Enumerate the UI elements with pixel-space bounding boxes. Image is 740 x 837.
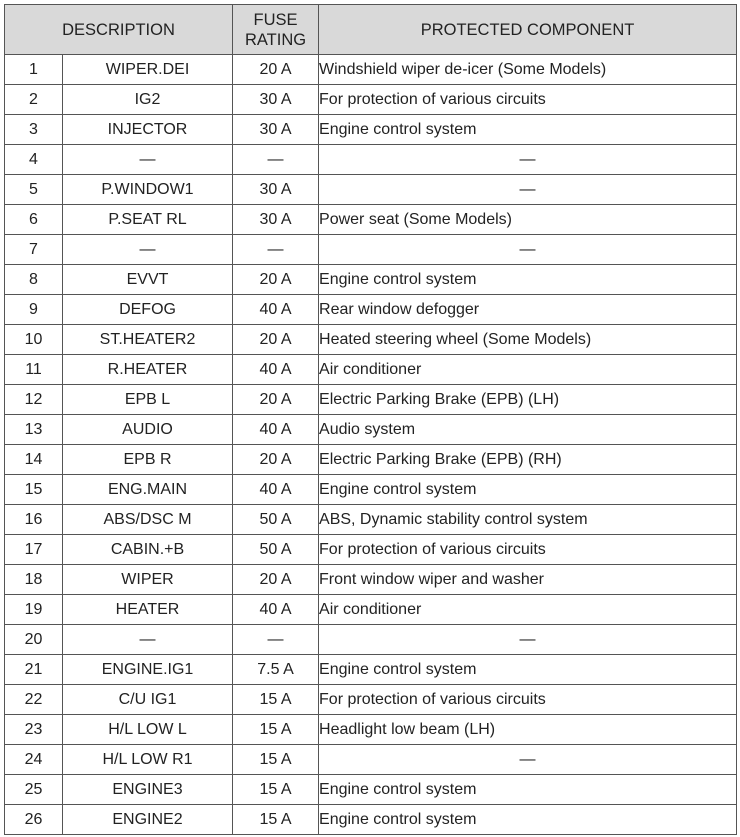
header-fuse-rating-line2: RATING — [244, 30, 307, 49]
table-row — [5, 175, 737, 205]
fuse-rating: — — [233, 145, 319, 175]
fuse-number: 6 — [5, 205, 63, 235]
protected-component: For protection of various circuits — [319, 535, 737, 565]
protected-component: — — [319, 145, 737, 175]
header-description: DESCRIPTION — [5, 5, 233, 55]
fuse-description: — — [63, 235, 233, 265]
fuse-rating: 50 A — [233, 505, 319, 535]
table-row — [5, 385, 737, 415]
fuse-rating: 20 A — [233, 445, 319, 475]
protected-component: Heated steering wheel (Some Models) — [319, 325, 737, 355]
fuse-description: EVVT — [63, 265, 233, 295]
fuse-number: 20 — [5, 625, 63, 655]
fuse-rating: 7.5 A — [233, 655, 319, 685]
fuse-rating: 20 A — [233, 325, 319, 355]
table-row — [5, 745, 737, 775]
fuse-rating: 40 A — [233, 595, 319, 625]
protected-component: Air conditioner — [319, 355, 737, 385]
fuse-description: H/L LOW L — [63, 715, 233, 745]
fuse-number: 10 — [5, 325, 63, 355]
header-fuse-rating — [233, 5, 319, 55]
fuse-description: — — [63, 625, 233, 655]
table-row — [5, 655, 737, 685]
fuse-table — [4, 4, 737, 835]
fuse-number: 11 — [5, 355, 63, 385]
protected-component: Rear window defogger — [319, 295, 737, 325]
fuse-rating: 15 A — [233, 805, 319, 835]
protected-component: — — [319, 235, 737, 265]
protected-component: Engine control system — [319, 655, 737, 685]
fuse-description: INJECTOR — [63, 115, 233, 145]
fuse-number: 1 — [5, 55, 63, 85]
fuse-description: WIPER — [63, 565, 233, 595]
fuse-description: ABS/DSC M — [63, 505, 233, 535]
protected-component: — — [319, 175, 737, 205]
fuse-rating: 20 A — [233, 565, 319, 595]
fuse-description: IG2 — [63, 85, 233, 115]
fuse-rating: 40 A — [233, 475, 319, 505]
header-fuse-rating-line1: FUSE — [253, 10, 298, 29]
protected-component: Engine control system — [319, 805, 737, 835]
fuse-number: 16 — [5, 505, 63, 535]
header-protected-component: PROTECTED COMPONENT — [319, 5, 737, 55]
fuse-rating: 20 A — [233, 265, 319, 295]
table-row — [5, 685, 737, 715]
fuse-number: 7 — [5, 235, 63, 265]
fuse-rating: 30 A — [233, 115, 319, 145]
fuse-number: 3 — [5, 115, 63, 145]
table-row — [5, 535, 737, 565]
fuse-number: 19 — [5, 595, 63, 625]
fuse-number: 15 — [5, 475, 63, 505]
fuse-rating: 30 A — [233, 175, 319, 205]
table-row — [5, 595, 737, 625]
fuse-description: — — [63, 145, 233, 175]
fuse-description: ENG.MAIN — [63, 475, 233, 505]
fuse-number: 26 — [5, 805, 63, 835]
protected-component: Electric Parking Brake (EPB) (RH) — [319, 445, 737, 475]
protected-component: — — [319, 745, 737, 775]
table-row — [5, 505, 737, 535]
fuse-rating: — — [233, 235, 319, 265]
fuse-number: 12 — [5, 385, 63, 415]
fuse-number: 4 — [5, 145, 63, 175]
table-row — [5, 115, 737, 145]
protected-component: Engine control system — [319, 475, 737, 505]
fuse-number: 13 — [5, 415, 63, 445]
protected-component: Front window wiper and washer — [319, 565, 737, 595]
table-row — [5, 775, 737, 805]
protected-component: Windshield wiper de-icer (Some Models) — [319, 55, 737, 85]
table-row — [5, 415, 737, 445]
table-row — [5, 715, 737, 745]
fuse-description: ENGINE.IG1 — [63, 655, 233, 685]
fuse-description: EPB L — [63, 385, 233, 415]
fuse-number: 14 — [5, 445, 63, 475]
protected-component: Engine control system — [319, 115, 737, 145]
fuse-description: DEFOG — [63, 295, 233, 325]
fuse-number: 21 — [5, 655, 63, 685]
fuse-number: 17 — [5, 535, 63, 565]
fuse-rating: 50 A — [233, 535, 319, 565]
fuse-rating: 15 A — [233, 745, 319, 775]
table-row — [5, 805, 737, 835]
protected-component: For protection of various circuits — [319, 85, 737, 115]
table-row — [5, 205, 737, 235]
table-row — [5, 565, 737, 595]
table-row — [5, 55, 737, 85]
table-row — [5, 355, 737, 385]
fuse-description: EPB R — [63, 445, 233, 475]
fuse-number: 5 — [5, 175, 63, 205]
table-row — [5, 235, 737, 265]
table-body — [5, 55, 737, 835]
protected-component: Power seat (Some Models) — [319, 205, 737, 235]
fuse-number: 24 — [5, 745, 63, 775]
table-row — [5, 625, 737, 655]
fuse-number: 22 — [5, 685, 63, 715]
fuse-description: ENGINE2 — [63, 805, 233, 835]
fuse-number: 25 — [5, 775, 63, 805]
fuse-description: H/L LOW R1 — [63, 745, 233, 775]
fuse-number: 2 — [5, 85, 63, 115]
table-header — [5, 5, 737, 55]
fuse-description: HEATER — [63, 595, 233, 625]
fuse-description: C/U IG1 — [63, 685, 233, 715]
fuse-number: 9 — [5, 295, 63, 325]
table-row — [5, 295, 737, 325]
fuse-rating: 20 A — [233, 385, 319, 415]
fuse-description: P.SEAT RL — [63, 205, 233, 235]
header-row — [5, 5, 737, 55]
table-row — [5, 265, 737, 295]
fuse-rating: 30 A — [233, 85, 319, 115]
protected-component: Engine control system — [319, 775, 737, 805]
fuse-rating: 30 A — [233, 205, 319, 235]
fuse-rating: 40 A — [233, 295, 319, 325]
fuse-rating: 40 A — [233, 415, 319, 445]
table-row — [5, 145, 737, 175]
protected-component: ABS, Dynamic stability control system — [319, 505, 737, 535]
table-row — [5, 445, 737, 475]
fuse-description: ENGINE3 — [63, 775, 233, 805]
fuse-description: ST.HEATER2 — [63, 325, 233, 355]
fuse-rating: 15 A — [233, 715, 319, 745]
fuse-number: 23 — [5, 715, 63, 745]
table-row — [5, 85, 737, 115]
fuse-description: AUDIO — [63, 415, 233, 445]
fuse-description: P.WINDOW1 — [63, 175, 233, 205]
protected-component: Audio system — [319, 415, 737, 445]
protected-component: — — [319, 625, 737, 655]
fuse-rating: 20 A — [233, 55, 319, 85]
fuse-description: CABIN.+B — [63, 535, 233, 565]
protected-component: Engine control system — [319, 265, 737, 295]
fuse-rating: 15 A — [233, 775, 319, 805]
protected-component: Electric Parking Brake (EPB) (LH) — [319, 385, 737, 415]
fuse-rating: — — [233, 625, 319, 655]
table-row — [5, 475, 737, 505]
fuse-number: 8 — [5, 265, 63, 295]
protected-component: For protection of various circuits — [319, 685, 737, 715]
fuse-number: 18 — [5, 565, 63, 595]
fuse-description: WIPER.DEI — [63, 55, 233, 85]
protected-component: Headlight low beam (LH) — [319, 715, 737, 745]
protected-component: Air conditioner — [319, 595, 737, 625]
table-row — [5, 325, 737, 355]
fuse-rating: 40 A — [233, 355, 319, 385]
fuse-description: R.HEATER — [63, 355, 233, 385]
fuse-rating: 15 A — [233, 685, 319, 715]
